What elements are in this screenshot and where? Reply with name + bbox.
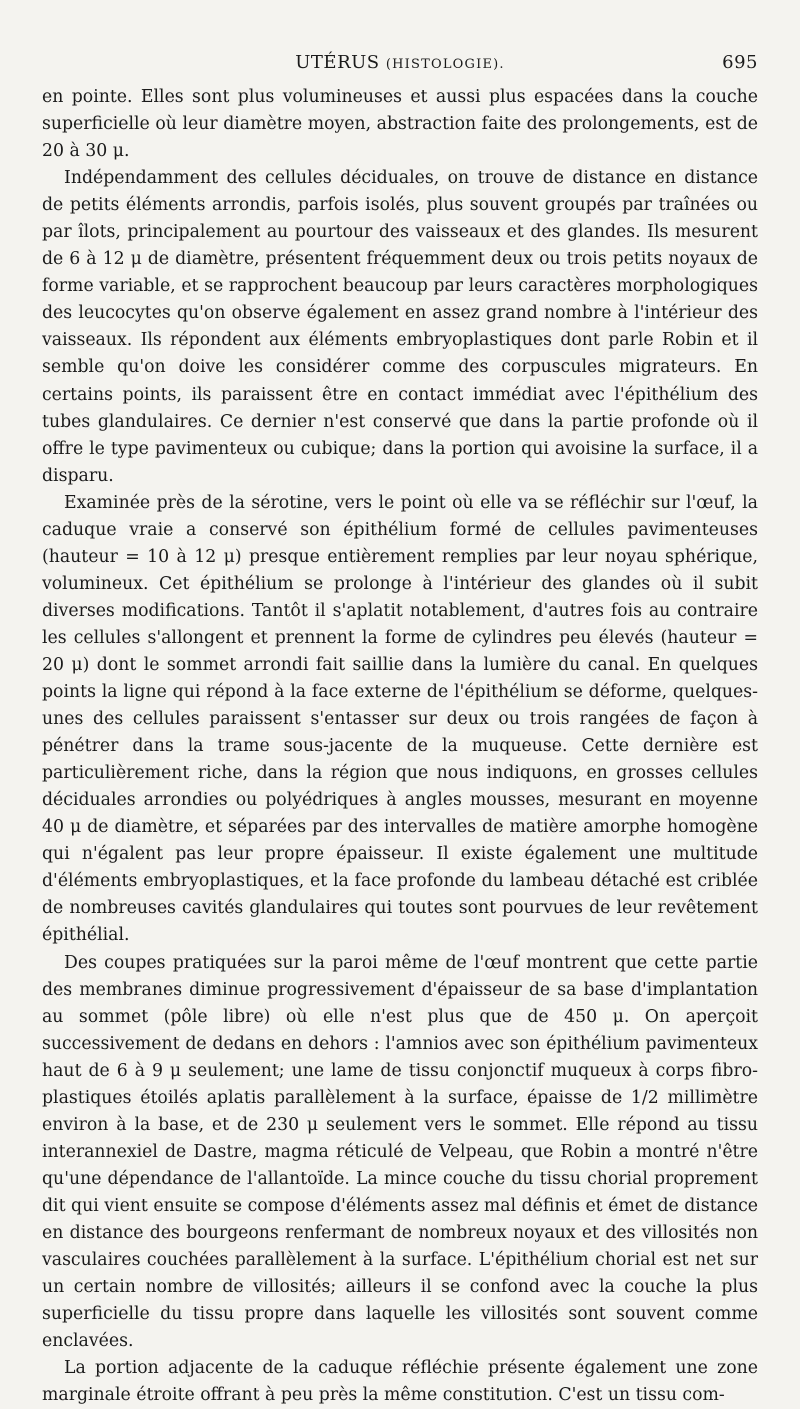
paragraph: Indépendamment des cellules déciduales, on trouve de distance en distance de petits éléments arrondis, parfois isolés, plus souvent groupés par traînées ou par îlots, principalement au pourtour des vaisseaux et des glandes. Ils mesurent de 6 à 12 μ de diamètre, présentent fréquemment deux ou trois petits noyaux de forme variable, et se rapprochent beaucoup par leurs caractères morphologiques des leucocytes qu'on observe également en assez grand nombre à l'intérieur des vaisseaux. Ils répondent aux éléments embryoplastiques dont parle Robin et il semble qu'on doive les considérer comme des corpuscules migrateurs. En certains points, ils paraissent être en contact immédiat avec l'épithélium des tubes glandulaires. Ce dernier n'est conservé que dans la partie profonde où il offre le type pavimenteux ou cubique; dans la portion qui avoisine la surface, il a disparu. — [42, 168, 758, 486]
header-title: UTÉRUS — [295, 52, 380, 73]
body-text — [42, 84, 758, 1409]
running-head — [42, 48, 758, 78]
header-subtitle: (HISTOLOGIE). — [385, 57, 505, 72]
paragraph: Examinée près de la sérotine, vers le point où elle va se réfléchir sur l'œuf, la caduque vraie a conservé son épithélium formé de cellules pavimenteuses (hauteur = 10 à 12 μ) presque entièrement remplies par leur noyau sphérique, volumineux. Cet épithélium se prolonge à l'intérieur des glandes où il subit diverses modifications. Tantôt il s'aplatit notablement, d'autres fois au contraire les cellules s'allongent et prennent la forme de cylindres peu élevés (hauteur = 20 μ) dont le sommet arrondi fait saillie dans la lumière du canal. En quelques points la ligne qui répond à la face externe de l'épithélium se déforme, quelques-unes des cellules paraissent s'entasser sur deux ou trois rangées de façon à pénétrer dans la trame sous-jacente de la muqueuse. Cette dernière est particulièrement riche, dans la région que nous indiquons, en grosses cellules déciduales arrondies ou polyédriques à angles mousses, mesurant en moyenne 40 μ de diamètre, et séparées par des intervalles de matière amorphe homogène qui n'égalent pas leur propre épaisseur. Il existe également une multitude d'éléments embryoplastiques, et la face profonde du lambeau détaché est criblée de nombreuses cavités glandulaires qui toutes sont pourvues de leur revêtement épithélial. — [42, 492, 758, 946]
running-title — [42, 52, 758, 73]
paragraph: Des coupes pratiquées sur la paroi même de l'œuf montrent que cette partie des membranes diminue progressivement d'épaisseur de sa base d'implantation au sommet (pôle libre) où elle n'est plus que de 450 μ. On aperçoit successivement de dedans en dehors : l'amnios avec son épithélium pavimenteux haut de 6 à 9 μ seulement; une lame de tissu conjonctif muqueux à corps fibro-plastiques étoilés aplatis parallèlement à la surface, épaisse de 1/2 millimètre environ à la base, et de 230 μ seulement vers le sommet. Elle répond au tissu interannexiel de Dastre, magma réticulé de Velpeau, que Robin a montré n'être qu'une dépendance de l'allantoïde. La mince couche du tissu chorial proprement dit qui vient ensuite se compose d'éléments assez mal définis et émet de distance en distance des bourgeons renfermant de nombreux noyaux et des villosités non vasculaires couchées parallèlement à la surface. L'épithélium chorial est net sur un certain nombre de villosités; ailleurs il se confond avec la couche la plus superficielle du tissu propre dans laquelle les villosités sont souvent comme enclavées. — [42, 952, 758, 1352]
paragraph: en pointe. Elles sont plus volumineuses et aussi plus espacées dans la couche superficielle où leur diamètre moyen, abstraction faite des prolongements, est de 20 à 30 μ. — [42, 87, 758, 162]
page-number: 695 — [722, 52, 758, 73]
paragraph: La portion adjacente de la caduque réfléchie présente également une zone marginale étroite offrant à peu près la même constitution. C'est un tissu com- — [42, 1358, 758, 1406]
